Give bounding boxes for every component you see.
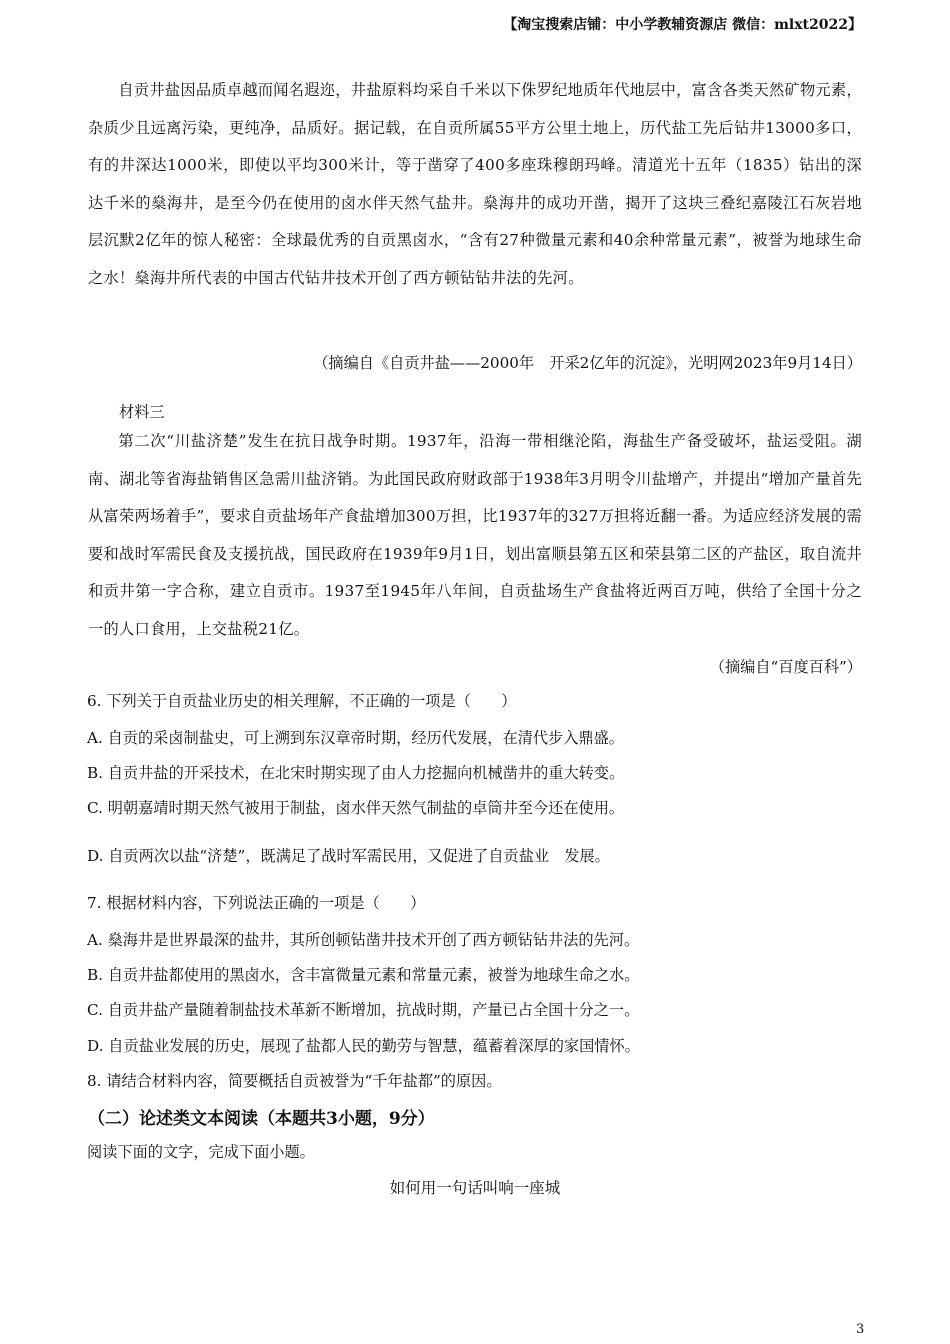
material3-paragraph: 第二次“川盐济楚”发生在抗日战争时期。1937年，沿海一带相继沦陷，海盐生产备受破坏，盐运受阻。湖南、湖北等省海盐销售区急需川盐济销。为此国民政府财政部于1938年3月明令川盐增产，并提出“增加产量首先从富荣两场着手”，要求自贡盐场年产食盐增加300万担，比1937年的327万担将近翻一番。为适应经济发展的需要和战时军需民食及支援抗战，国民政府在1939年9月1日，划出富顺县第五区和荣县第二区的产盐区，取自流井和贡井第一字合称，建立自贡市。1937至1945年八年间，自贡盐场生产食盐将近两百万吨，供给了全国十分之一的人口食用，上交盐税21亿。 — [88, 432, 862, 638]
page-number: 3 — [856, 1322, 865, 1337]
question7-option-b: B. 自贡井盐都使用的黑卤水，含丰富微量元素和常量元素，被誉为地球生命之水。 — [87, 966, 640, 984]
question7-option-c: C. 自贡井盐产量随着制盐技术革新不断增加，抗战时期，产量已占全国十分之一。 — [87, 1001, 640, 1019]
question7-stem: 7. 根据材料内容，下列说法正确的一项是（ ） — [87, 894, 426, 912]
question6-option-a: A. 自贡的采卤制盐史，可上溯到东汉章帝时期，经历代发展，在清代步入鼎盛。 — [87, 729, 624, 747]
question7-option-a: A. 燊海井是世界最深的盐井，其所创顿钻凿井技术开创了西方顿钻钻井法的先河。 — [87, 931, 640, 949]
material2-source: （摘编自《自贡井盐——2000年 开采2亿年的沉淀》，光明网2023年9月14日） — [313, 354, 862, 372]
material3-label: 材料三 — [119, 403, 165, 421]
material2-paragraph: 自贡井盐因品质卓越而闻名遐迩，井盐原料均采自千米以下侏罗纪地质年代地层中，富含各类天然矿物元素，杂质少且远离污染，更纯净，品质好。据记载，在自贡所属55平方公里土地上，历代盐工先后钻井13000多口，有的井深达1000米，即使以平均300米计，等于凿穿了400多座珠穆朗玛峰。清道光十五年（1835）钻出的深达千米的燊海井，是至今仍在使用的卤水伴天然气盐井。燊海井的成功开凿，揭开了这块三叠纪嘉陵江石灰岩地层沉默2亿年的惊人秘密：全球最优秀的自贡黑卤水，“含有27种微量元素和40余种常量元素”，被誉为地球生命之水！燊海井所代表的中国古代钻井技术开创了西方顿钻钻井法的先河。 — [88, 81, 862, 287]
question6-stem: 6. 下列关于自贡盐业历史的相关理解，不正确的一项是（ ） — [87, 692, 517, 710]
question7-option-d: D. 自贡盐业发展的历史，展现了盐都人民的勤劳与智慧，蕴蓄着深厚的家国情怀。 — [87, 1037, 640, 1055]
page-header: 【淘宝搜索店铺：中小学教辅资源店 微信：mlxt2022】 — [503, 17, 862, 33]
question6-option-b: B. 自贡井盐的开采技术，在北宋时期实现了由人力挖掘向机械凿井的重大转变。 — [87, 764, 625, 782]
article-title: 如何用一句话叫响一座城 — [389, 1179, 561, 1197]
question8-stem: 8. 请结合材料内容，简要概括自贡被誉为“千年盐都”的原因。 — [87, 1072, 502, 1090]
section2-instruction: 阅读下面的文字，完成下面小题。 — [87, 1143, 315, 1161]
question6-option-c: C. 明朝嘉靖时期天然气被用于制盐，卤水伴天然气制盐的卓筒井至今还在使用。 — [87, 799, 625, 817]
material3-source: （摘编自“百度百科”） — [709, 658, 862, 676]
section2-title: （二）论述类文本阅读（本题共3小题，9分） — [88, 1109, 435, 1129]
question6-option-d: D. 自贡两次以盐“济楚”，既满足了战时军需民用，又促进了自贡盐业 发展。 — [87, 847, 610, 865]
